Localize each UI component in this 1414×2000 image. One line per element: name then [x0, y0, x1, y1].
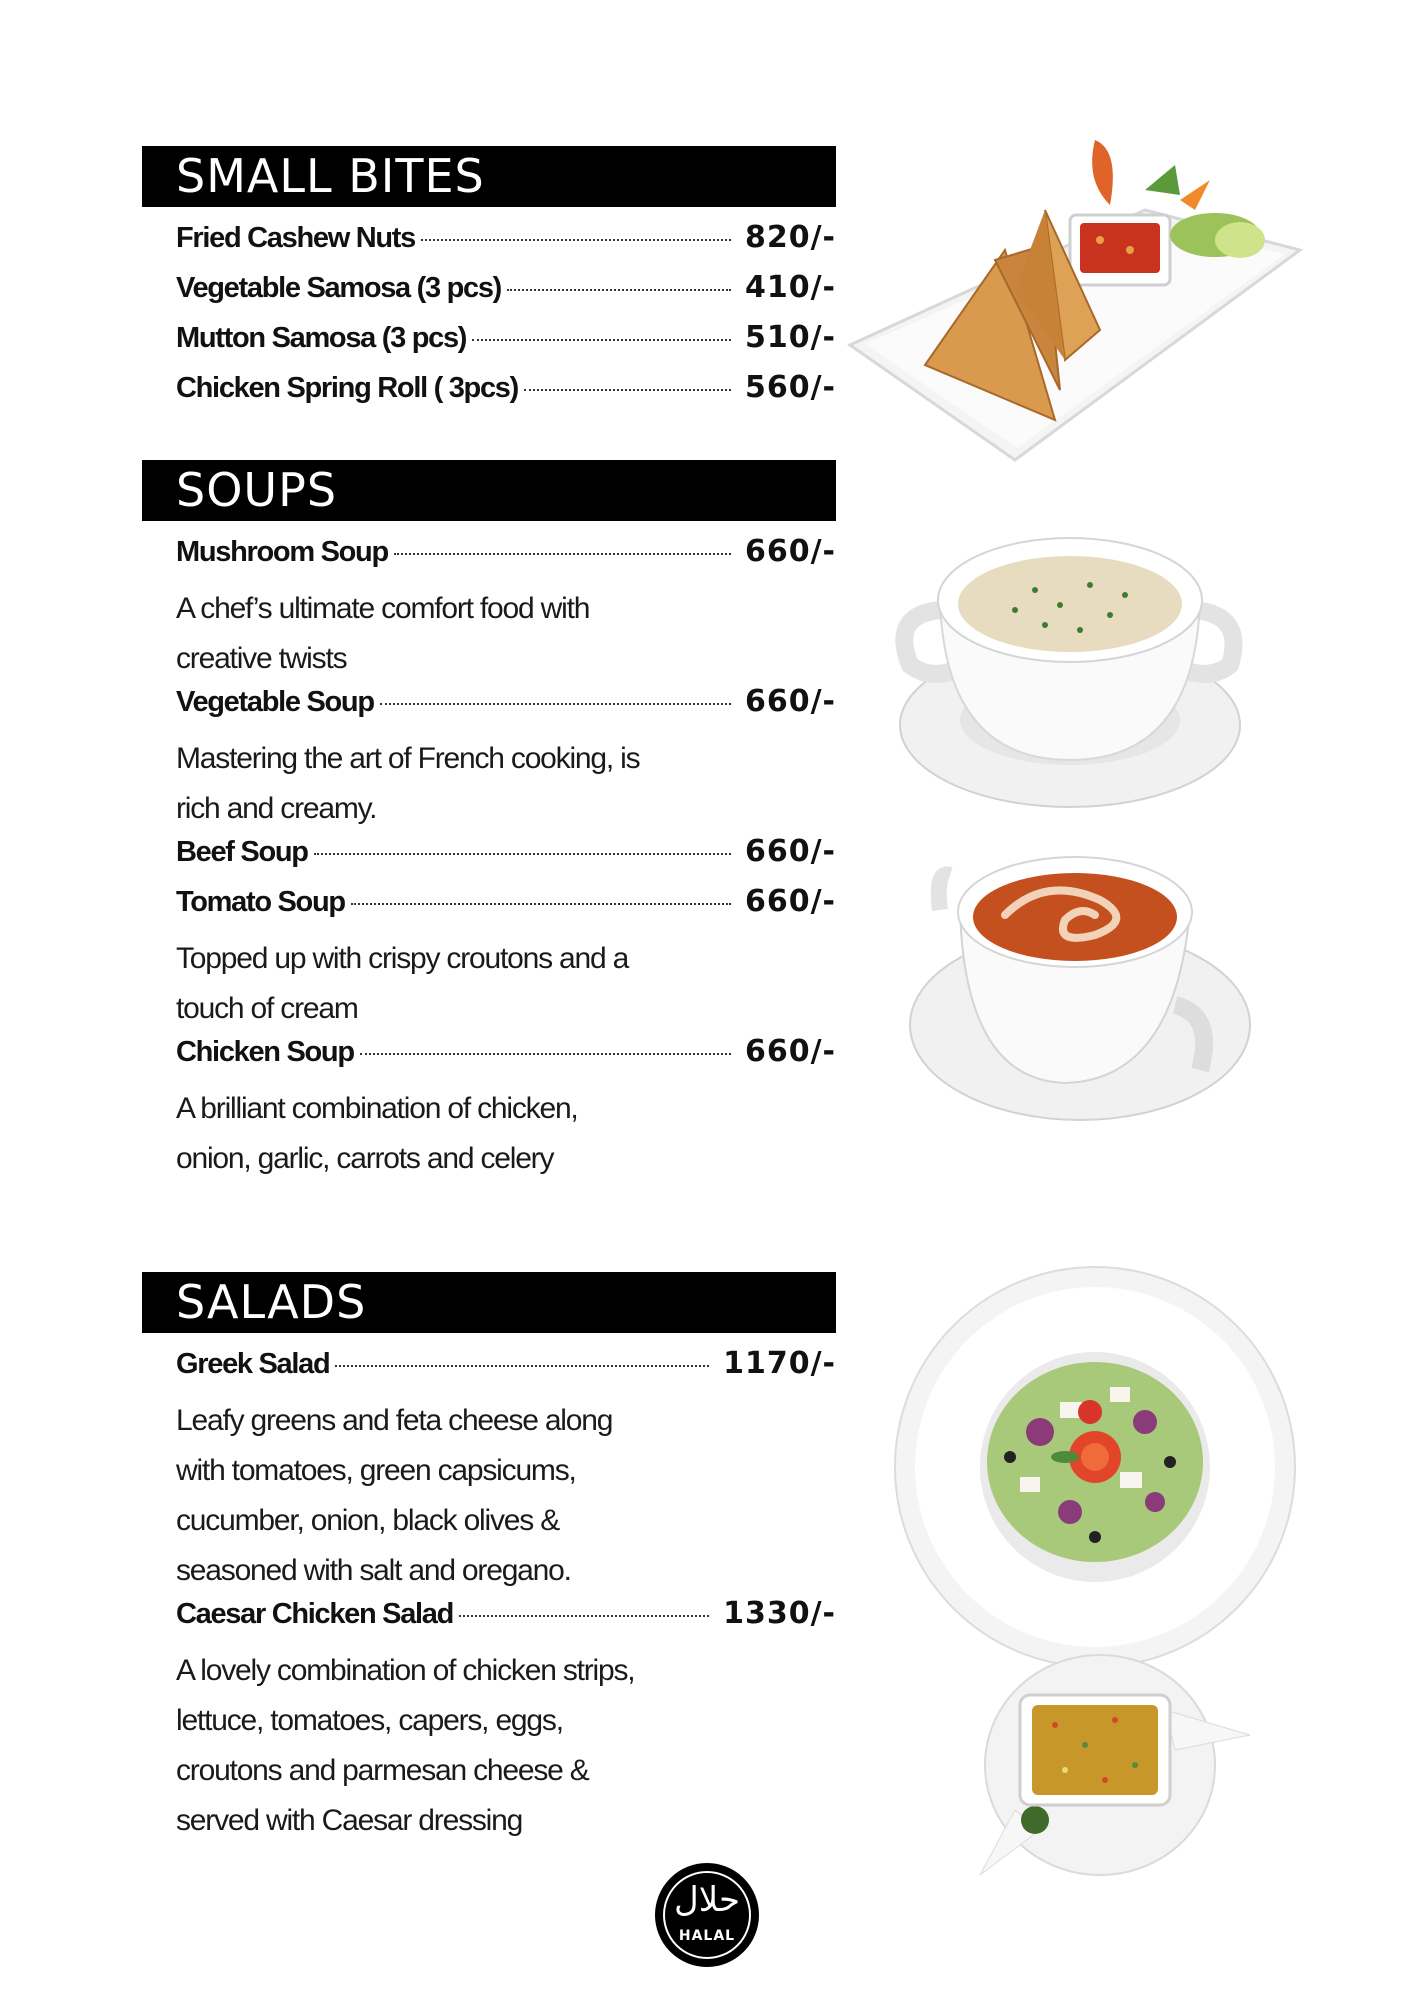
item-price: 560/-	[744, 370, 836, 405]
dot-leader	[351, 903, 731, 905]
menu-item	[176, 220, 836, 270]
dot-leader	[380, 703, 731, 705]
item-price: 660/-	[744, 534, 836, 569]
section-header-salads: SALADS	[142, 1272, 836, 1333]
item-price: 660/-	[744, 1034, 836, 1069]
item-description-line: onion, garlic, carrots and celery	[176, 1142, 554, 1175]
item-name: Greek Salad	[176, 1348, 330, 1380]
item-price: 660/-	[744, 834, 836, 869]
halal-label: HALAL	[678, 1928, 736, 1944]
tomato-soup-image	[895, 855, 1265, 1145]
item-description-line: croutons and parmesan cheese &	[176, 1754, 589, 1787]
halal-arabic-text: حلال	[673, 1880, 740, 1920]
item-price: 1330/-	[723, 1596, 836, 1631]
item-description-line: A lovely combination of chicken strips,	[176, 1654, 635, 1687]
dot-leader	[459, 1615, 709, 1617]
item-name: Vegetable Samosa (3 pcs)	[176, 272, 502, 304]
item-name: Beef Soup	[176, 836, 308, 868]
dot-leader	[314, 853, 731, 855]
item-price: 510/-	[744, 320, 836, 355]
item-description-line: rich and creamy.	[176, 792, 377, 825]
item-name: Fried Cashew Nuts	[176, 222, 415, 254]
halal-badge	[655, 1863, 759, 1967]
item-price: 660/-	[744, 684, 836, 719]
item-description-line: cucumber, onion, black olives &	[176, 1504, 560, 1537]
greek-salad-image	[890, 1262, 1300, 1672]
dot-leader	[507, 289, 731, 291]
samosa-platter-image	[845, 130, 1305, 470]
caesar-dressing-image	[965, 1650, 1255, 1880]
dot-leader	[421, 239, 731, 241]
menu-item	[176, 834, 836, 884]
dot-leader	[360, 1053, 731, 1055]
menu-item	[176, 1346, 836, 1396]
item-description-line: touch of cream	[176, 992, 358, 1025]
menu-item	[176, 1034, 836, 1084]
menu-item	[176, 534, 836, 584]
item-description-line: A chef’s ultimate comfort food with	[176, 592, 590, 625]
item-name: Chicken Spring Roll ( 3pcs)	[176, 372, 518, 404]
item-name: Mushroom Soup	[176, 536, 388, 568]
menu-item	[176, 684, 836, 734]
item-description-line: Leafy greens and feta cheese along	[176, 1404, 613, 1437]
dot-leader	[472, 339, 731, 341]
item-name: Chicken Soup	[176, 1036, 354, 1068]
item-description-line: creative twists	[176, 642, 347, 675]
item-description-line: with tomatoes, green capsicums,	[176, 1454, 576, 1487]
item-price: 410/-	[744, 270, 836, 305]
menu-item	[176, 320, 836, 370]
item-description-line: Mastering the art of French cooking, is	[176, 742, 640, 775]
dot-leader	[524, 389, 731, 391]
item-price: 820/-	[744, 220, 836, 255]
item-price: 1170/-	[723, 1346, 836, 1381]
item-name: Tomato Soup	[176, 886, 345, 918]
soups-list	[176, 534, 836, 1184]
item-description-line: served with Caesar dressing	[176, 1804, 523, 1837]
dot-leader	[394, 553, 731, 555]
menu-item	[176, 370, 836, 420]
dot-leader	[335, 1365, 709, 1367]
mushroom-soup-image	[885, 530, 1255, 810]
section-header-soups: SOUPS	[142, 460, 836, 521]
menu-item	[176, 884, 836, 934]
item-description-line: seasoned with salt and oregano.	[176, 1554, 571, 1587]
item-description-line: Topped up with crispy croutons and a	[176, 942, 629, 975]
item-description-line: A brilliant combination of chicken,	[176, 1092, 578, 1125]
item-name: Caesar Chicken Salad	[176, 1598, 454, 1630]
section-header-small-bites: SMALL BITES	[142, 146, 836, 207]
menu-item	[176, 270, 836, 320]
item-price: 660/-	[744, 884, 836, 919]
small-bites-list	[176, 220, 836, 420]
item-name: Vegetable Soup	[176, 686, 374, 718]
item-name: Mutton Samosa (3 pcs)	[176, 322, 467, 354]
item-description-line: lettuce, tomatoes, capers, eggs,	[176, 1704, 563, 1737]
menu-item	[176, 1596, 836, 1646]
salads-list	[176, 1346, 836, 1846]
